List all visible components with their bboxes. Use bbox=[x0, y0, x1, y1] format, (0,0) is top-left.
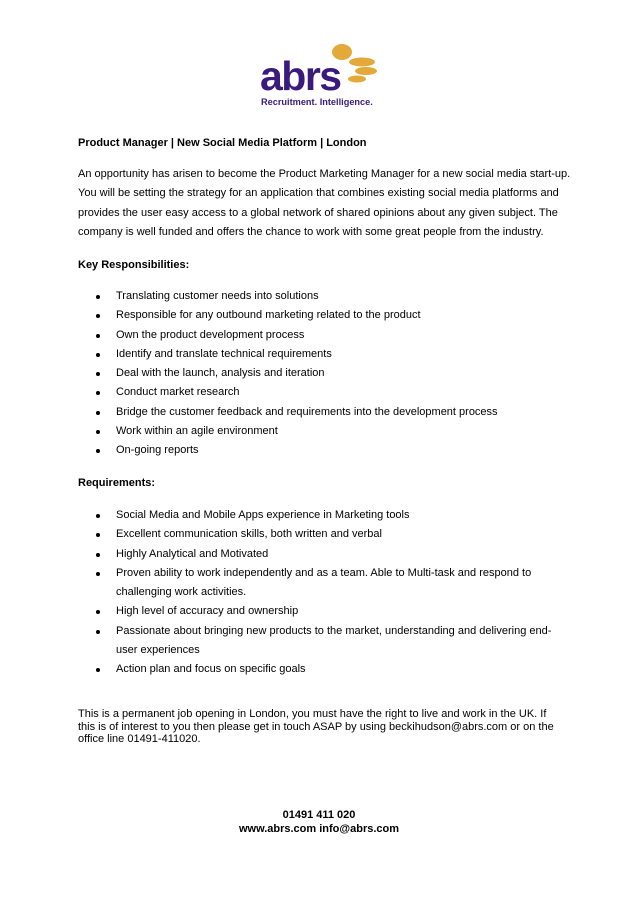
intro-line: You will be setting the strategy for an application that combines existing social media platforms and bbox=[78, 187, 559, 200]
list-item: On-going reports bbox=[78, 441, 578, 460]
logo-gold-swoosh-lower bbox=[348, 76, 366, 83]
bullet-icon bbox=[96, 610, 100, 614]
bullet-icon bbox=[96, 295, 100, 299]
responsibilities-list bbox=[78, 287, 578, 461]
bullet-icon bbox=[96, 391, 100, 395]
footer-web-email: www.abrs.com info@abrs.com bbox=[238, 823, 400, 835]
list-item: Identify and translate technical requirements bbox=[78, 345, 578, 364]
list-item: High level of accuracy and ownership bbox=[78, 602, 568, 621]
bullet-icon bbox=[96, 353, 100, 357]
bullet-icon bbox=[96, 630, 100, 634]
closing-paragraph: This is a permanent job opening in London, you must have the right to live and work in the UK. If this is of interest to you then please get in touch ASAP by using beckihudson@abrs.com or on the office line 01491-411020. bbox=[78, 708, 554, 745]
requirements-heading: Requirements: bbox=[78, 477, 156, 489]
bullet-icon bbox=[96, 411, 100, 415]
logo-tagline: Recruitment. Intelligence. bbox=[261, 97, 373, 107]
bullet-icon bbox=[96, 533, 100, 537]
list-item: Translating customer needs into solutions bbox=[78, 287, 578, 306]
bullet-icon bbox=[96, 514, 100, 518]
logo-gold-swoosh-middle bbox=[355, 67, 377, 75]
intro-line: company is well funded and offers the chance to work with some great people from the industry. bbox=[78, 225, 544, 238]
intro-line: An opportunity has arisen to become the Product Marketing Manager for a new social media start-up. bbox=[78, 168, 571, 180]
bullet-icon bbox=[96, 572, 100, 576]
bullet-icon bbox=[96, 430, 100, 434]
footer-phone: 01491 411 020 bbox=[282, 809, 356, 821]
list-item: Work within an agile environment bbox=[78, 422, 578, 441]
list-item: Deal with the launch, analysis and iteration bbox=[78, 364, 578, 383]
bullet-icon bbox=[96, 668, 100, 672]
responsibilities-heading: Key Responsibilities: bbox=[78, 259, 190, 271]
list-item: Responsible for any outbound marketing related to the product bbox=[78, 306, 578, 325]
bullet-icon bbox=[96, 334, 100, 338]
bullet-icon bbox=[96, 372, 100, 376]
bullet-icon bbox=[96, 449, 100, 453]
abrs-logo bbox=[258, 42, 383, 108]
list-item: Action plan and focus on specific goals bbox=[78, 660, 568, 679]
list-item: Own the product development process bbox=[78, 326, 578, 345]
requirements-list bbox=[78, 506, 568, 680]
list-item: Social Media and Mobile Apps experience in Marketing tools bbox=[78, 506, 568, 525]
list-item: Conduct market research bbox=[78, 383, 578, 402]
list-item: Highly Analytical and Motivated bbox=[78, 545, 568, 564]
list-item: Passionate about bringing new products to the market, understanding and delivering end-user experiences bbox=[78, 622, 568, 661]
list-item: Bridge the customer feedback and requirements into the development process bbox=[78, 403, 578, 422]
bullet-icon bbox=[96, 314, 100, 318]
logo-wordmark: abrs bbox=[260, 53, 341, 99]
job-title: Product Manager | New Social Media Platform | London bbox=[78, 137, 367, 149]
list-item: Proven ability to work independently and as a team. Able to Multi-task and respond to challenging work activities. bbox=[78, 564, 568, 603]
intro-line: provides the user easy access to a global network of shared opinions about any given subject. The bbox=[78, 206, 558, 219]
logo-gold-swoosh-upper bbox=[349, 58, 375, 67]
intro-paragraph bbox=[78, 165, 571, 242]
list-item: Excellent communication skills, both written and verbal bbox=[78, 525, 568, 544]
bullet-icon bbox=[96, 553, 100, 557]
